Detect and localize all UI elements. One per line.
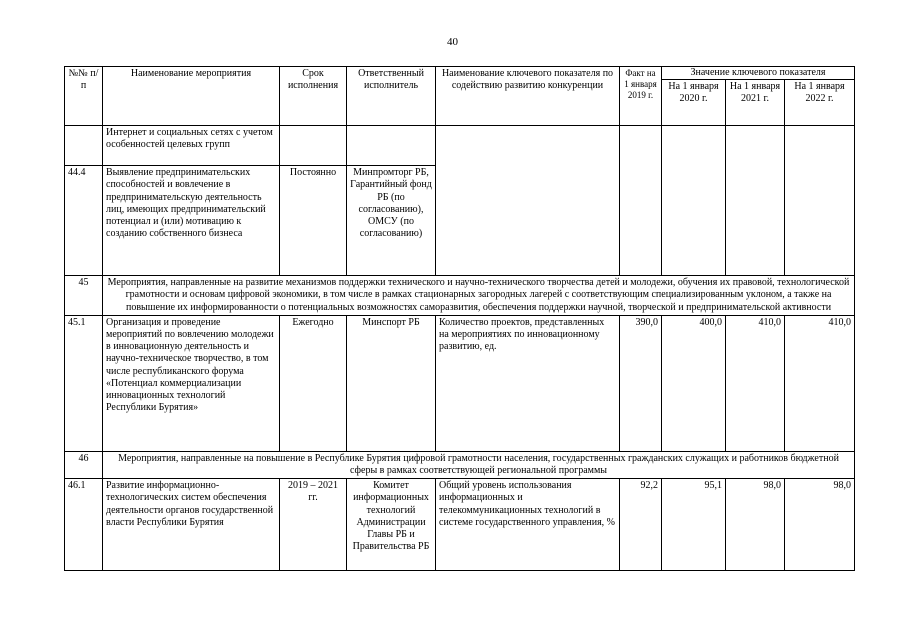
page-number: 40	[447, 36, 458, 48]
row-responsible: Минпромторг РБ, Гарантийный фонд РБ (по согласованию), ОМСУ (по согласованию)	[347, 166, 436, 276]
header-2020: На 1 января 2020 г.	[662, 80, 726, 126]
merged-indicator-cell	[436, 126, 620, 276]
header-event-name: Наименование мероприятия	[103, 67, 280, 126]
section-row-45	[65, 276, 855, 316]
measures-table	[64, 66, 855, 571]
row-event-name: Выявление предпринимательских способностей и вовлечение в предпринимательскую деятельность лиц, имеющих предпринимательский потенциал и (или) мотивацию к созданию собственного бизнеса	[103, 166, 280, 276]
section-num: 45	[65, 276, 103, 316]
header-responsible: Ответственный исполнитель	[347, 67, 436, 126]
row-value-2020: 95,1	[662, 479, 726, 571]
cont-responsible	[347, 126, 436, 166]
row-fact: 92,2	[620, 479, 662, 571]
section-text: Мероприятия, направленные на повышение в Республике Бурятия цифровой грамотности населения, государственных гражданских служащих и работников бюджетной сферы в рамках соответствующей региональной программы	[103, 451, 855, 478]
row-event-name: Развитие информационно-технологических систем обеспечения деятельности органов государственной власти Республики Бурятия	[103, 479, 280, 571]
row-responsible: Комитет информационных технологий Администрации Главы РБ и Правительства РБ	[347, 479, 436, 571]
row-fact: 390,0	[620, 315, 662, 451]
merged-2020-cell	[662, 126, 726, 276]
merged-2021-cell	[726, 126, 785, 276]
row-responsible: Минспорт РБ	[347, 315, 436, 451]
row-term: Постоянно	[280, 166, 347, 276]
section-text: Мероприятия, направленные на развитие механизмов поддержки технического и научно-технического творчества детей и молодежи, обучения их правовой, технологической грамотности и основам цифровой экономики, в том числе в рамках стационарных загородных лагерей с соответствующим специализированным уклоном, а также на повышение их информированности о потенциальных возможностях саморазвития, обеспечения поддержки научной, творческой и предпринимательской активности	[103, 276, 855, 316]
header-indicator: Наименование ключевого показателя по содействию развитию конкуренции	[436, 67, 620, 126]
header-num: №№ п/п	[65, 67, 103, 126]
row-indicator: Количество проектов, представленных на мероприятиях по инновационному развитию, ед.	[436, 315, 620, 451]
table-row-continuation	[65, 126, 855, 166]
cont-name: Интернет и социальных сетях с учетом особенностей целевых групп	[103, 126, 280, 166]
merged-fact-cell	[620, 126, 662, 276]
row-value-2022: 98,0	[785, 479, 855, 571]
row-value-2021: 410,0	[726, 315, 785, 451]
header-2022: На 1 января 2022 г.	[785, 80, 855, 126]
row-term: 2019 – 2021 гг.	[280, 479, 347, 571]
header-fact: Факт на 1 января 2019 г.	[620, 67, 662, 126]
header-2021: На 1 января 2021 г.	[726, 80, 785, 126]
row-num: 44.4	[65, 166, 103, 276]
cont-term	[280, 126, 347, 166]
row-value-2021: 98,0	[726, 479, 785, 571]
header-value-group: Значение ключевого показателя	[662, 67, 855, 80]
row-num: 46.1	[65, 479, 103, 571]
section-row-46	[65, 451, 855, 478]
table-row-46-1	[65, 479, 855, 571]
section-num: 46	[65, 451, 103, 478]
row-indicator: Общий уровень использования информационных и телекоммуникационных технологий в системе государственного управления, %	[436, 479, 620, 571]
table-header-row	[65, 67, 855, 80]
header-term: Срок исполнения	[280, 67, 347, 126]
row-value-2020: 400,0	[662, 315, 726, 451]
row-term: Ежегодно	[280, 315, 347, 451]
row-num: 45.1	[65, 315, 103, 451]
table-row-45-1	[65, 315, 855, 451]
merged-2022-cell	[785, 126, 855, 276]
row-value-2022: 410,0	[785, 315, 855, 451]
cont-num	[65, 126, 103, 166]
row-event-name: Организация и проведение мероприятий по вовлечению молодежи в инновационную деятельность и научно-техническое творчество, в том числе республиканского форума «Потенциал коммерциализации инновационных технологий Республики Бурятия»	[103, 315, 280, 451]
